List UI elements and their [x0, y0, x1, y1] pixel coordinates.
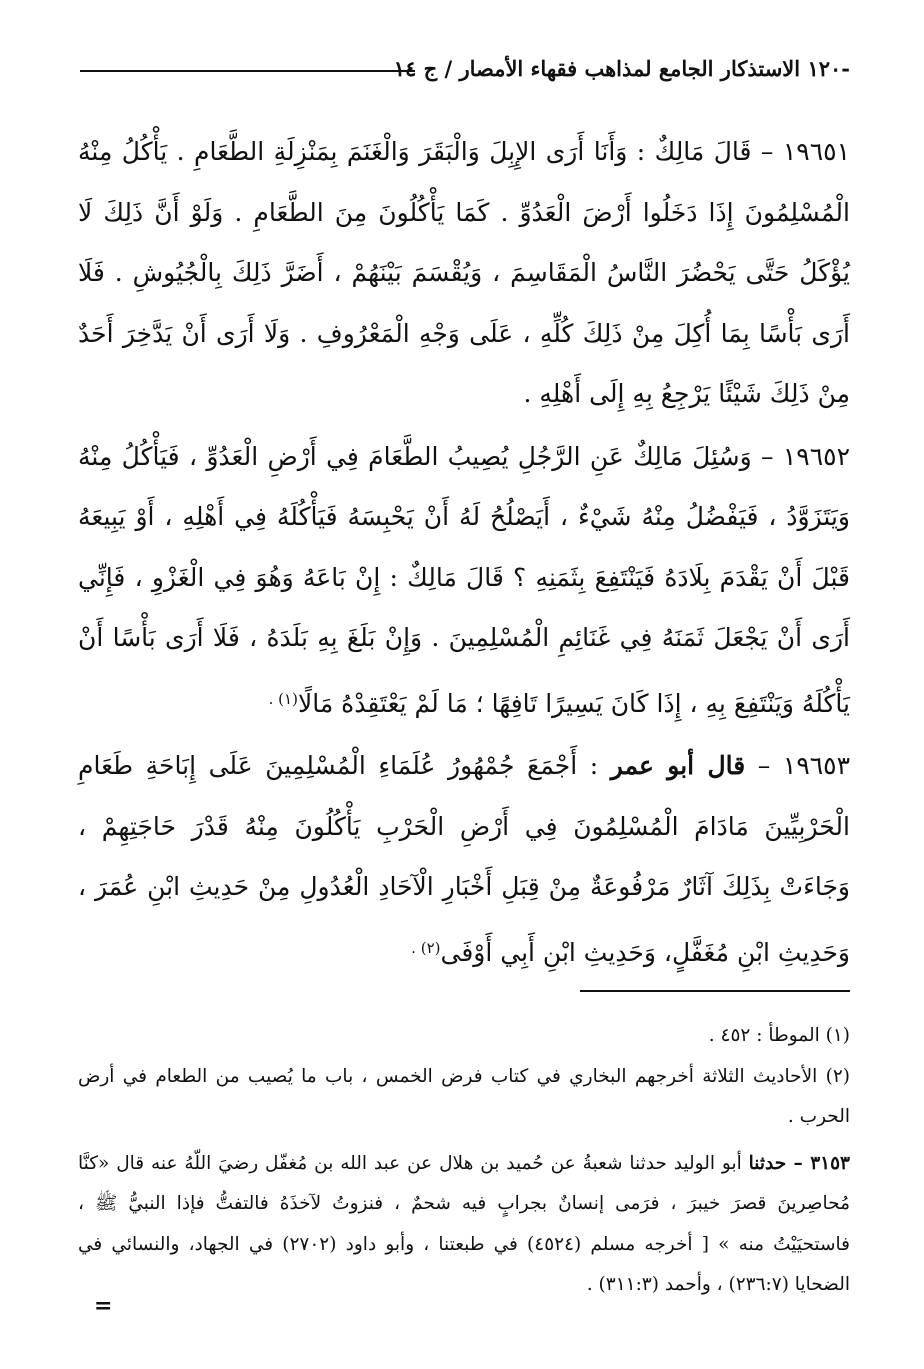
paragraph-19653: [78, 736, 850, 983]
paragraph-number: ١٩٦٥٣ –: [757, 751, 851, 780]
main-text: [78, 122, 850, 983]
paragraph-number: ١٩٦٥٢ –: [761, 441, 851, 471]
hadith-text: أبو الوليد حدثنا شعبةُ عن حُميد بن هلال عن عبد الله بن مُغفّل رضيَ اللّهُ عنه قال «كنَّا مُحاصِرينَ قصرَ خيبرَ ، فرَمى إنسانٌ بجرابٍ فيه شحمٌ ، فنزوتُ لآخذَهُ فالتفتُّ فإذا النبيُّ ﷺ ، فاستحيَيْتُ منه » [ أخرجه مسلم (٤٥٢٤) في طبعتنا ، وأبو داود (٢٧٠٢) في الجهاد، والنسائي في الضحايا (٢٣٦:٧) ، وأحمد (٣١١:٣) .: [78, 1152, 850, 1295]
footnote-ref-2: (٢) .: [411, 938, 441, 957]
hadith-note: [78, 1144, 850, 1306]
header-title: -١٢٠ الاستذكار الجامع لمذاهب فقهاء الأمصار / ج ١٤: [393, 56, 850, 81]
running-header: [80, 56, 850, 92]
footnotes: [78, 1016, 850, 1306]
paragraph-19651: [78, 122, 850, 425]
paragraph-number: ١٩٦٥١ –: [760, 137, 850, 166]
paragraph-text: : أَجْمَعَ جُمْهُورُ عُلَمَاءِ الْمُسْلِمِينَ عَلَى إِبَاحَةِ طَعَامِ الْحَرْبِيِّينَ مَادَامَ الْمُسْلِمُونَ فِي أَرْضِ الْحَرْبِ يَأْكُلُونَ مِنْهُ قَدْرَ حَاجَتِهِمْ ، وَجَاءَتْ بِذَلِكَ آثَارٌ مَرْفُوعَةٌ مِنْ قِبَلِ أَخْبَارِ الْآحَادِ الْعُدُولِ مِنْ حَدِيثِ ابْنِ عُمَرَ ، وَحَدِيثِ ابْنِ مُغَفَّلٍ، وَحَدِيثِ ابْنِ أَبِي أَوْفَى: [78, 751, 850, 967]
header-rule: [80, 70, 415, 72]
speaker-label: قال أبو عمر: [610, 751, 746, 780]
paragraph-19652: [78, 427, 850, 735]
continuation-mark: =: [94, 1293, 113, 1319]
footnote-2: (٢) الأحاديث الثلاثة أخرجهم البخاري في كتاب فرض الخمس ، باب ما يُصيب من الطعام في أرض الحرب .: [78, 1065, 850, 1127]
hadith-number: ٣١٥٣ – حدثنا: [748, 1152, 850, 1174]
paragraph-text: قَالَ مَالِكٌ : وَأَنَا أَرَى الإِبِلَ وَالْبَقَرَ وَالْغَنَمَ بِمَنْزِلَةِ الطَّعَامِ . يَأْكُلُ مِنْهُ الْمُسْلِمُونَ إِذَا دَخَلُوا أَرْضَ الْعَدُوِّ . كَمَا يَأْكُلُونَ مِنَ الطَّعَامِ . وَلَوْ أَنَّ ذَلِكَ لَا يُؤْكَلُ حَتَّى يَحْضُرَ النَّاسُ الْمَقَاسِمَ ، وَيُقْسَمَ بَيْنَهُمْ ، أَضَرَّ ذَلِكَ بِالْجُيُوشِ . فَلَا أَرَى بَأْسًا بِمَا أُكِلَ مِنْ ذَلِكَ كُلِّهِ ، عَلَى وَجْهِ الْمَعْرُوفِ . وَلَا أَرَى أَنْ يَدَّخِرَ أَحَدٌ مِنْ ذَلِكَ شَيْئًا يَرْجِعُ بِهِ إِلَى أَهْلِهِ .: [78, 137, 850, 408]
paragraph-text: وَسُئِلَ مَالِكٌ عَنِ الرَّجُلِ يُصِيبُ الطَّعَامَ فِي أَرْضِ الْعَدُوِّ ، فَيَأْكُلُ مِنْهُ وَيَتَزَوَّدُ ، فَيَفْضُلُ مِنْهُ شَيْءٌ ، أَيَصْلُحُ لَهُ أَنْ يَحْبِسَهُ فَيَأْكُلَهُ فِي أَهْلِهِ ، أَوْ يَبِيعَهُ قَبْلَ أَنْ يَقْدَمَ بِلَادَهُ فَيَنْتَفِعَ بِثَمَنِهِ ؟ قَالَ مَالِكٌ : إِنْ بَاعَهُ وَهُوَ فِي الْغَزْوِ ، فَإِنِّي أَرَى أَنْ يَجْعَلَ ثَمَنَهُ فِي غَنَائِمِ الْمُسْلِمِينَ . وَإِنْ بَلَغَ بِهِ بَلَدَهُ ، فَلَا أَرَى بَأْسًا أَنْ يَأْكُلَهُ وَيَنْتَفِعَ بِهِ ، إِذَا كَانَ يَسِيرًا تَافِهًا ؛ مَا لَمْ يَعْتَقِدْهُ مَالًا: [78, 441, 850, 718]
footnote-1: (١) الموطأ : ٤٥٢ .: [708, 1025, 850, 1046]
footnote-ref-1: (١) .: [268, 689, 298, 708]
footnote-separator: [580, 990, 850, 992]
